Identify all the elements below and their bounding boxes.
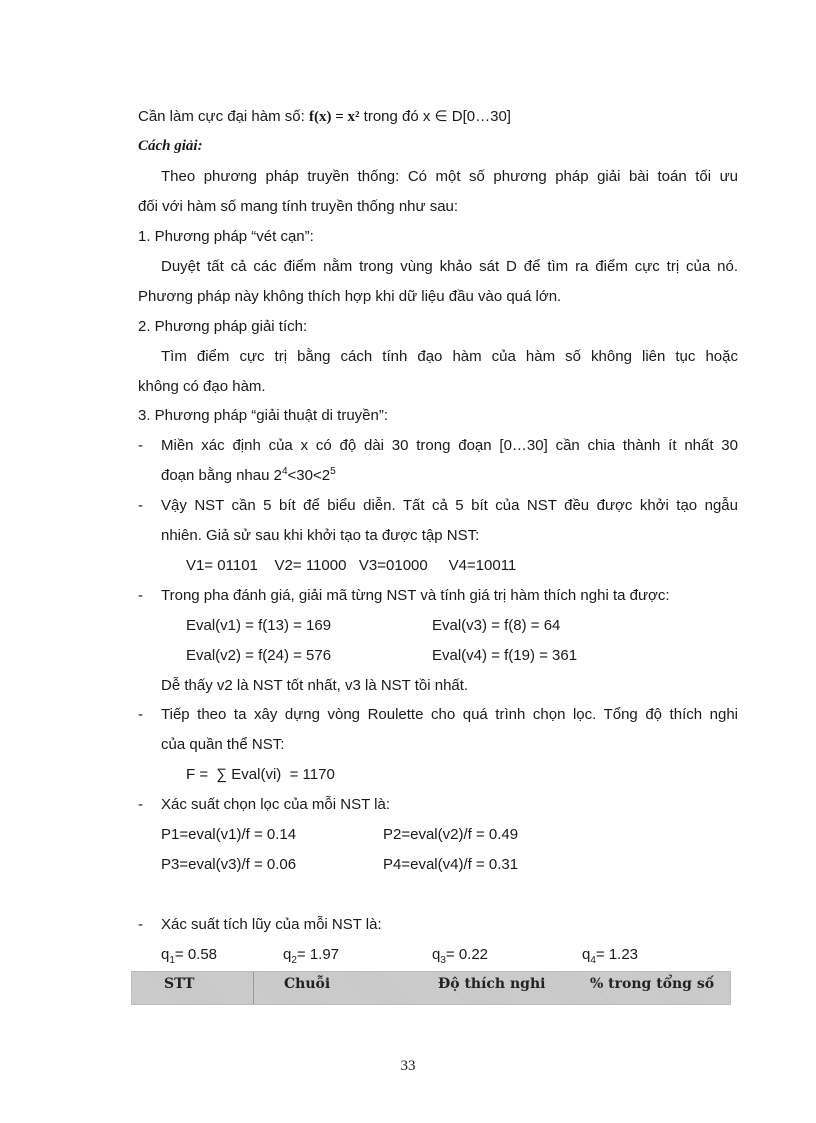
function-formula: f(x) = x²	[308, 109, 360, 125]
table-header-string: Chuỗi	[284, 976, 331, 992]
bullet-dash: -	[138, 497, 143, 514]
bullet-dash: -	[138, 706, 143, 723]
bullet-dash: -	[138, 587, 143, 604]
chromosome-set: V1= 01101 V2= 11000 V3=01000 V4=10011	[186, 557, 517, 574]
bullet-dash: -	[138, 796, 143, 813]
prob-p1: P1=eval(v1)/f = 0.14	[161, 826, 297, 843]
cumulative-q2: $q_2= 1.97$	[283, 946, 340, 966]
bullet-dash: -	[138, 437, 143, 454]
eval-v3: Eval(v3) = f(8) = 64	[432, 617, 561, 634]
eval-v1: Eval(v1) = f(13) = 169	[186, 617, 332, 634]
bullet-line: của quần thể NST:	[161, 736, 285, 753]
bullet-dash: -	[138, 916, 143, 933]
column-divider	[253, 972, 254, 1004]
cumulative-q1: $q_1= 0.58$	[161, 946, 218, 966]
eval-v4: Eval(v4) = f(19) = 361	[432, 647, 578, 664]
paragraph-line: Theo phương pháp truyền thống: Có một số phương pháp giải bài toán tối ưu	[161, 168, 738, 185]
paragraph-line: Phương pháp này không thích hợp khi dữ liệu đầu vào quá lớn.	[138, 288, 562, 305]
results-table-header	[131, 971, 731, 1005]
intro-text: Cần làm cực đại hàm số:	[138, 108, 309, 125]
table-header-stt: STT	[164, 976, 195, 992]
cumulative-q4: $q_4= 1.23$	[582, 946, 639, 966]
best-worst-note: Dễ thấy v2 là NST tốt nhất, v3 là NST tồi nhất.	[161, 677, 469, 694]
intro-line	[138, 107, 511, 127]
bullet-line: Vậy NST cần 5 bít để biểu diễn. Tất cả 5 bít của NST đều được khởi tạo ngẫu	[161, 497, 738, 514]
bullet-line: Xác suất chọn lọc của mỗi NST là:	[161, 796, 390, 813]
bullet-line: Trong pha đánh giá, giải mã từng NST và tính giá trị hàm thích nghi ta được:	[161, 587, 670, 604]
method-1-heading: 1. Phương pháp “vét cạn”:	[138, 228, 314, 245]
sum-formula: F = ∑ Eval(vi) = 1170	[186, 766, 335, 783]
bullet-line: Xác suất tích lũy của mỗi NST là:	[161, 916, 382, 933]
table-header-fitness: Độ thích nghi	[438, 976, 546, 992]
paragraph-line: đối với hàm số mang tính truyền thống như sau:	[138, 198, 459, 215]
bullet-line: nhiên. Giả sử sau khi khởi tạo ta được tập NST:	[161, 527, 480, 544]
method-2-heading: 2. Phương pháp giải tích:	[138, 318, 308, 335]
table-header-percent: % trong tổng số	[590, 976, 715, 992]
section-heading: Cách giải:	[138, 138, 203, 154]
bullet-line: đoạn bằng nhau $2^4<30<2^5$	[161, 466, 336, 484]
prob-p2: P2=eval(v2)/f = 0.49	[383, 826, 519, 843]
prob-p4: P4=eval(v4)/f = 0.31	[383, 856, 519, 873]
bullet-line: Miền xác định của x có độ dài 30 trong đoạn [0…30] cần chia thành ít nhất 30	[161, 437, 738, 454]
domain-text: trong đó x ∈ D[0…30]	[359, 108, 511, 125]
paragraph-line: Duyệt tất cả các điểm nằm trong vùng khảo sát D để tìm ra điểm cực trị của nó.	[161, 258, 738, 275]
paragraph-line: không có đạo hàm.	[138, 378, 266, 395]
method-3-heading: 3. Phương pháp “giải thuật di truyền”:	[138, 407, 389, 424]
page-number: 33	[400, 1058, 416, 1074]
paragraph-line: Tìm điểm cực trị bằng cách tính đạo hàm của hàm số không liên tục hoặc	[161, 348, 738, 365]
bullet-line: Tiếp theo ta xây dựng vòng Roulette cho quá trình chọn lọc. Tổng độ thích nghi	[161, 706, 738, 723]
eval-v2: Eval(v2) = f(24) = 576	[186, 647, 332, 664]
cumulative-q3: $q_3= 0.22$	[432, 946, 489, 966]
prob-p3: P3=eval(v3)/f = 0.06	[161, 856, 297, 873]
